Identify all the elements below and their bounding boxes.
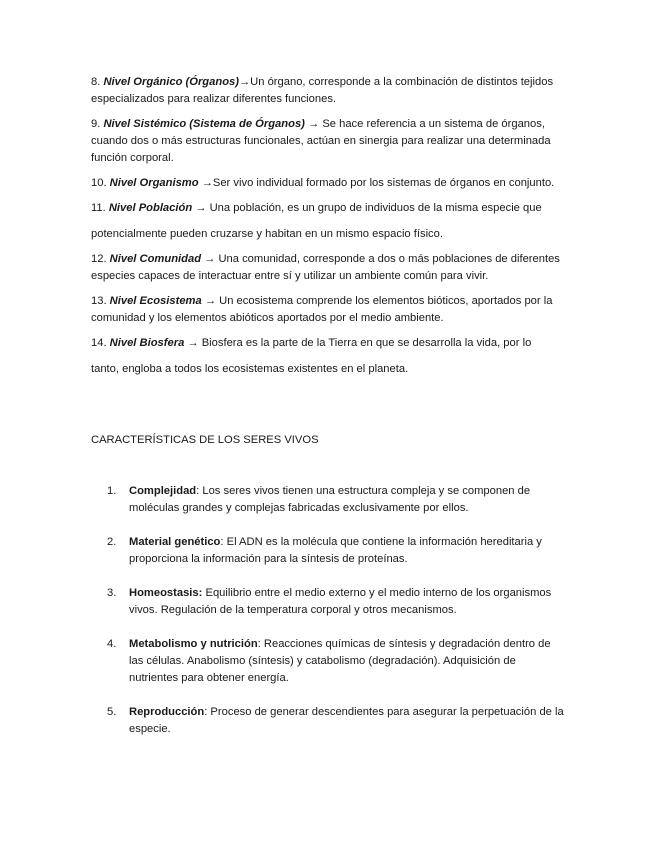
level-item	[91, 251, 561, 285]
level-text: Se hace referencia a un sistema de órganos, cuando dos o más estructuras funcionales, actúan en sinergia para realizar una determinada función corporal.	[91, 118, 551, 164]
level-number: 9.	[91, 118, 101, 130]
list-item	[107, 704, 567, 738]
level-item	[91, 293, 561, 327]
level-item	[91, 200, 561, 243]
arrow-icon: →	[204, 295, 217, 307]
level-text-line-1: Una población, es un grupo de individuos de la misma especie que	[209, 202, 542, 214]
levels-list	[91, 74, 561, 386]
level-text-line-1: Biosfera es la parte de la Tierra en que se desarrolla la vida, por lo	[201, 337, 532, 349]
arrow-icon: →	[308, 118, 320, 130]
list-item	[107, 636, 567, 687]
arrow-icon: →	[201, 177, 213, 189]
level-number: 14.	[91, 337, 107, 349]
item-number: 3.	[107, 587, 117, 599]
item-body	[129, 585, 567, 619]
level-text: Un ecosistema comprende los elementos bióticos, aportados por la comunidad y los elementos abióticos aportados por el medio ambiente.	[91, 295, 553, 324]
level-name: Nivel Organismo	[109, 177, 199, 189]
item-separator: :	[220, 536, 224, 548]
level-name: Nivel Orgánico (Órganos)	[103, 76, 239, 88]
arrow-icon: →	[204, 253, 216, 265]
item-separator: :	[257, 638, 261, 650]
level-text-line-2: tanto, engloba a todos los ecosistemas existentes en el planeta.	[91, 363, 409, 375]
level-number: 13.	[91, 295, 107, 307]
level-item	[91, 116, 561, 167]
list-item	[107, 534, 567, 568]
level-name: Nivel Población	[108, 202, 193, 214]
item-number: 1.	[107, 485, 117, 497]
item-text: El ADN es la molécula que contiene la información hereditaria y proporciona la información para la síntesis de proteínas.	[129, 536, 542, 565]
level-name: Nivel Biosfera	[109, 337, 185, 349]
list-item	[107, 483, 567, 517]
item-number: 5.	[107, 706, 117, 718]
section-title: CARACTERÍSTICAS DE LOS SERES VIVOS	[91, 434, 319, 446]
level-number: 10.	[91, 177, 107, 189]
item-body	[129, 704, 567, 738]
item-body	[129, 534, 567, 568]
item-name: Metabolismo y nutrición	[129, 638, 258, 650]
item-text: Los seres vivos tienen una estructura compleja y se componen de moléculas grandes y complejas fabricadas exclusivamente por ellos.	[129, 485, 531, 514]
item-text: Proceso de generar descendientes para asegurar la perpetuación de la especie.	[129, 706, 564, 735]
arrow-icon: →	[238, 76, 251, 88]
item-name: Material genético	[129, 536, 221, 548]
item-text: Reacciones químicas de síntesis y degradación dentro de las células. Anabolismo (síntesis) y catabolismo (degradación). Adquisición de nutrientes para obtener energía.	[129, 638, 551, 684]
item-number: 2.	[107, 536, 117, 548]
level-number: 11.	[91, 202, 106, 214]
level-text: Un órgano, corresponde a la combinación de distintos tejidos especializados para realizar diferentes funciones.	[91, 76, 554, 105]
level-number: 8.	[91, 76, 101, 88]
level-item	[91, 175, 561, 192]
item-separator: :	[196, 485, 200, 497]
item-name: Homeostasis:	[129, 587, 203, 599]
item-body	[129, 483, 567, 517]
level-text: Una comunidad, corresponde a dos o más poblaciones de diferentes especies capaces de interactuar entre sí y utilizar un ambiente común para vivir.	[91, 253, 560, 282]
characteristics-list	[107, 483, 567, 755]
list-item	[107, 585, 567, 619]
item-text: Equilibrio entre el medio externo y el medio interno de los organismos vivos. Regulación de la temperatura corporal y otros mecanismos.	[129, 587, 552, 616]
item-number: 4.	[107, 638, 117, 650]
level-number: 12.	[91, 253, 107, 265]
item-name: Complejidad	[129, 485, 197, 497]
level-text: Ser vivo individual formado por los sistemas de órganos en conjunto.	[212, 177, 555, 189]
item-body	[129, 636, 567, 687]
item-name: Reproducción	[129, 706, 205, 718]
level-name: Nivel Sistémico (Sistema de Órganos)	[103, 118, 305, 130]
level-name: Nivel Ecosistema	[109, 295, 202, 307]
item-separator: :	[204, 706, 208, 718]
arrow-icon: →	[187, 337, 199, 349]
arrow-icon: →	[195, 202, 207, 214]
level-name: Nivel Comunidad	[109, 253, 202, 265]
level-text-line-2: potencialmente pueden cruzarse y habitan en un mismo espacio físico.	[91, 228, 443, 240]
level-item	[91, 335, 561, 378]
level-item	[91, 74, 561, 108]
